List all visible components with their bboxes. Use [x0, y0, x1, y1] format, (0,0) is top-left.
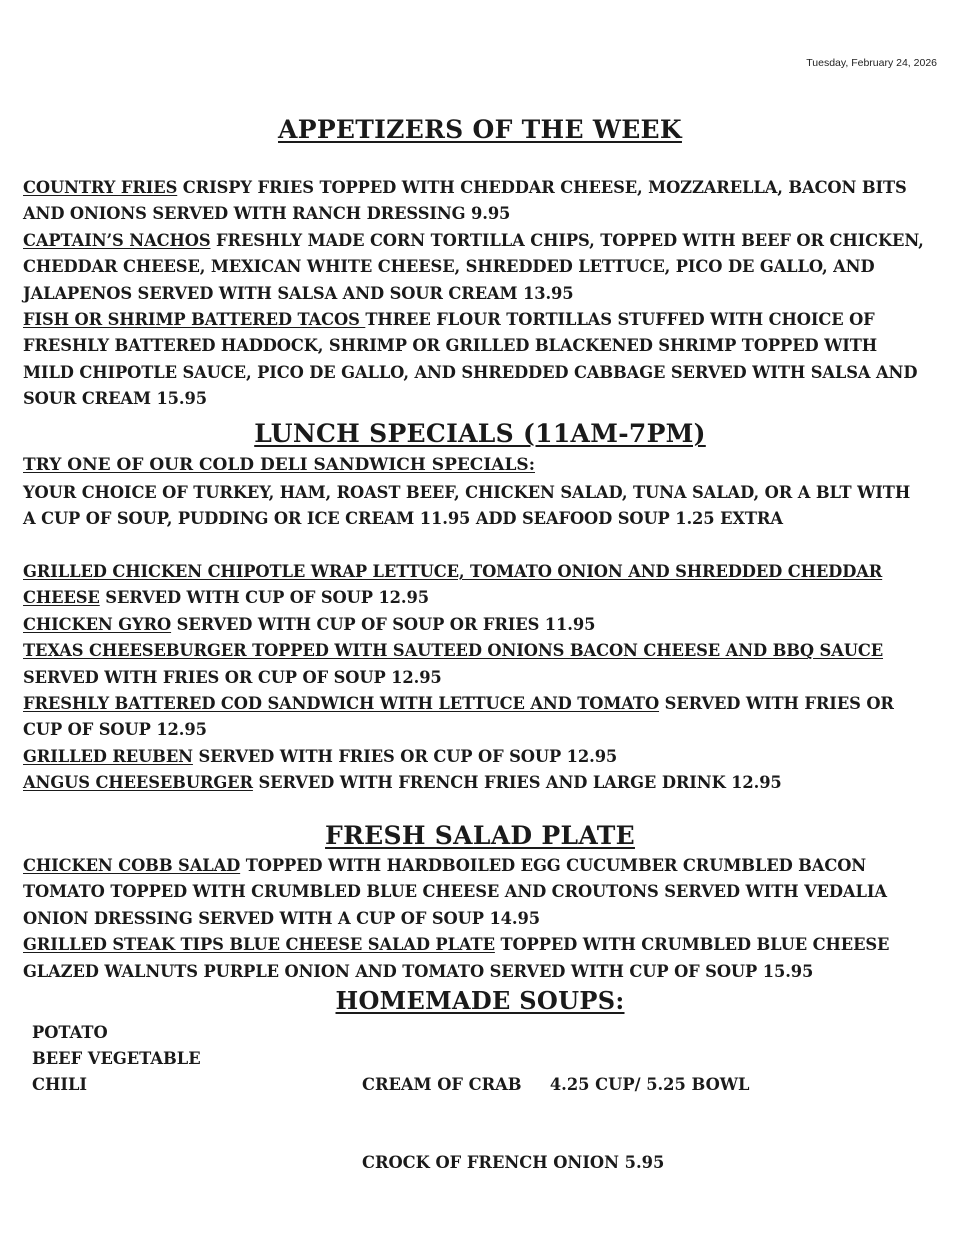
lunch-item-description: SERVED WITH FRENCH FRIES AND LARGE DRINK 12.95	[252, 773, 782, 793]
salad-item-name: CHICKEN COBB SALAD	[23, 856, 241, 875]
soup-item: CHILI	[32, 1075, 88, 1094]
appetizers-list	[23, 175, 928, 413]
lunch-item-name: GRILLED CHICKEN CHIPOTLE WRAP LETTUCE, TOMATO ONION AND SHREDDED CHEDDAR CHEESE	[23, 562, 883, 608]
lunch-item	[23, 559, 928, 612]
soups-left-column	[32, 1020, 201, 1098]
lunch-item-name: FRESHLY BATTERED COD SANDWICH WITH LETTUCE AND TOMATO	[23, 694, 660, 714]
soup-item: POTATO	[32, 1023, 108, 1042]
salad-item	[23, 853, 928, 932]
lunch-item-name: ANGUS CHEESEBURGER	[23, 773, 253, 793]
lunch-heading: LUNCH SPECIALS (11AM-7PM)	[254, 419, 706, 448]
appetizer-item	[23, 175, 928, 228]
appetizer-description: CRISPY FRIES TOPPED WITH CHEDDAR CHEESE, MOZZARELLA, BACON BITS AND ONIONS SERVED WITH RANCH DRESSING 9.95	[23, 178, 907, 224]
lunch-item	[23, 691, 928, 744]
soup-item: BEEF VEGETABLE	[32, 1049, 201, 1068]
lunch-item	[23, 638, 928, 691]
deli-description: YOUR CHOICE OF TURKEY, HAM, ROAST BEEF, CHICKEN SALAD, TUNA SALAD, OR A BLT WITH A CUP OF SOUP, PUDDING OR ICE CREAM 11.95 ADD SEAFOOD SOUP 1.25 EXTRA	[23, 483, 911, 529]
soup-item: CROCK OF FRENCH ONION 5.95	[362, 1153, 665, 1172]
lunch-item-description: SERVED WITH FRIES OR CUP OF SOUP 12.95	[23, 667, 442, 687]
lunch-item	[23, 612, 928, 638]
lunch-item-description: SERVED WITH FRIES OR CUP OF SOUP 12.95	[23, 694, 894, 740]
lunch-item-description: SERVED WITH CUP OF SOUP OR FRIES 11.95	[171, 614, 596, 634]
salad-item-description: TOPPED WITH CRUMBLED BLUE CHEESE GLAZED WALNUTS PURPLE ONION AND TOMATO SERVED WITH CUP OF SOUP 15.95	[23, 935, 890, 981]
salad-item	[23, 932, 928, 985]
salad-heading: FRESH SALAD PLATE	[325, 821, 635, 850]
deli-subheading: TRY ONE OF OUR COLD DELI SANDWICH SPECIALS:	[23, 455, 535, 475]
soup-item: CREAM OF CRAB 4.25 CUP/ 5.25 BOWL	[362, 1075, 750, 1094]
lunch-item-name: TEXAS CHEESEBURGER TOPPED WITH SAUTEED ONIONS BACON CHEESE AND BBQ SAUCE	[23, 641, 884, 661]
appetizer-item	[23, 228, 928, 307]
print-date: Tuesday, February 24, 2026	[806, 57, 937, 69]
lunch-item-description: SERVED WITH CUP OF SOUP 12.95	[99, 588, 429, 608]
lunch-item-name: CHICKEN GYRO	[23, 614, 172, 634]
appetizer-name: FISH OR SHRIMP BATTERED TACOS	[23, 310, 366, 330]
soups-heading: HOMEMADE SOUPS:	[335, 986, 625, 1015]
salad-item-name: GRILLED STEAK TIPS BLUE CHEESE SALAD PLATE	[23, 935, 495, 955]
lunch-item	[23, 770, 928, 796]
appetizer-description: THREE FLOUR TORTILLAS STUFFED WITH CHOICE OF FRESHLY BATTERED HADDOCK, SHRIMP OR GRILLED BLACKENED SHRIMP TOPPED WITH MILD CHIPOTLE SAUCE, PICO DE GALLO, AND SHREDDED CABBAGE SERVED WITH SALSA AND SOUR CREAM 15.95	[23, 310, 918, 409]
appetizer-name: COUNTRY FRIES	[23, 178, 178, 197]
appetizer-item	[23, 307, 928, 413]
appetizer-name: CAPTAIN’S NACHOS	[23, 230, 211, 250]
soups-right-column	[362, 1020, 750, 1228]
salad-item-description: TOPPED WITH HARDBOILED EGG CUCUMBER CRUMBLED BACON TOMATO TOPPED WITH CRUMBLED BLUE CHEESE AND CROUTONS SERVED WITH VEDALIA ONION DRESSING SERVED WITH A CUP OF SOUP 14.95	[23, 856, 887, 928]
lunch-item-description: SERVED WITH FRIES OR CUP OF SOUP 12.95	[192, 746, 618, 766]
salad-list	[23, 853, 928, 985]
appetizers-heading: APPETIZERS OF THE WEEK	[278, 115, 682, 144]
lunch-item	[23, 744, 928, 770]
lunch-list	[23, 559, 928, 797]
appetizer-description: FRESHLY MADE CORN TORTILLA CHIPS, TOPPED WITH BEEF OR CHICKEN, CHEDDAR CHEESE, MEXICAN WHITE CHEESE, SHREDDED LETTUCE, PICO DE GALLO, AND JALAPENOS SERVED WITH SALSA AND SOUR CREAM 13.95	[23, 230, 924, 303]
lunch-item-name: GRILLED REUBEN	[23, 746, 193, 766]
